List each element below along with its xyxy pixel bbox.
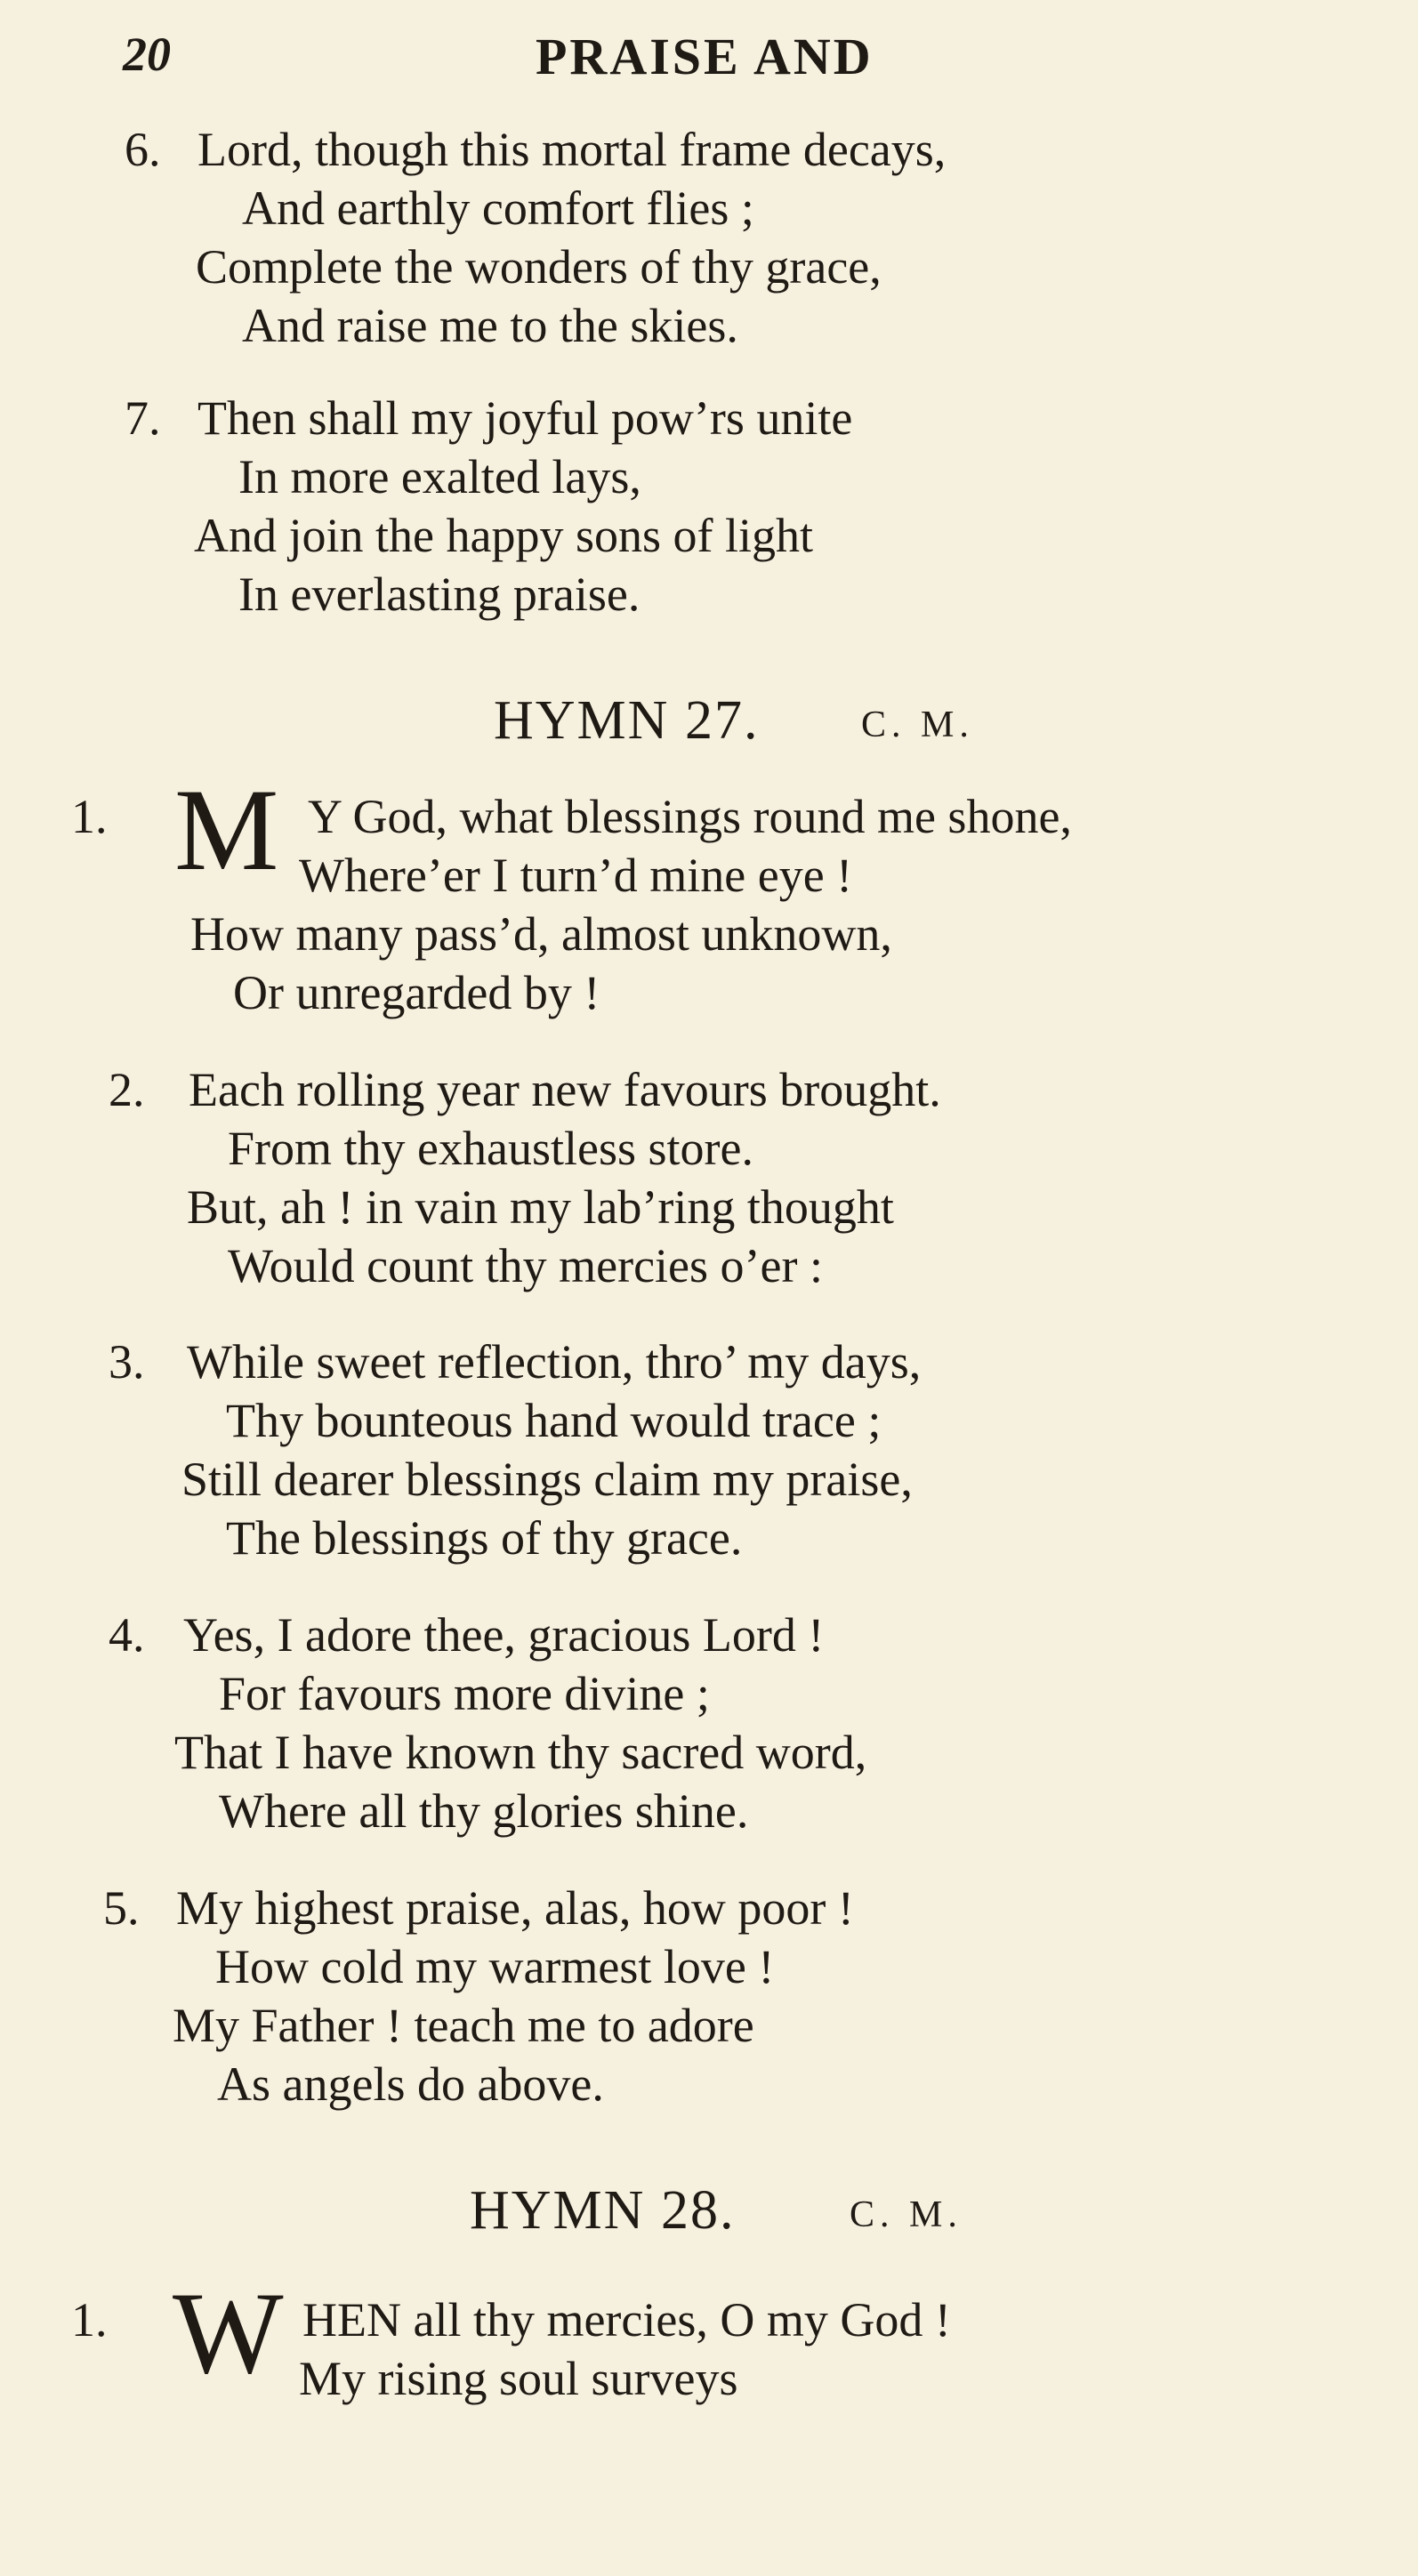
stanza-number: 1. [71,2293,108,2347]
verse-line: HEN all thy mercies, O my God ! [302,2293,951,2347]
verse-line: As angels do above. [217,2057,604,2111]
drop-cap: M [174,764,279,895]
stanza-number: 1. [71,790,108,843]
verse-line: My Father ! teach me to adore [173,1999,754,2052]
verse-line: Then shall my joyful pow’rs unite [197,391,853,445]
verse-line: Thy bounteous hand would trace ; [226,1394,882,1447]
hymn-28-title [0,2179,1418,2250]
verse-line: While sweet reflection, thro’ my days, [187,1335,922,1389]
verse-line: And raise me to the skies. [242,299,738,352]
verse-line: Would count thy mercies o’er : [228,1239,823,1292]
stanza-number: 5. [103,1881,140,1935]
verse-line: Complete the wonders of thy grace, [196,240,882,294]
verse-line: Where all thy glories shine. [219,1784,749,1838]
hymn-meter: C. M. [861,704,974,745]
page-header [0,27,1418,89]
verse-line: And join the happy sons of light [194,509,813,562]
verse-line: How cold my warmest love ! [215,1940,775,1993]
stanza-number: 3. [109,1335,145,1389]
verse-line: Y God, what blessings round me shone, [308,790,1072,843]
verse-line: From thy exhaustless store. [228,1122,753,1175]
verse-line: That I have known thy sacred word, [174,1726,867,1779]
verse-line: Yes, I adore thee, gracious Lord ! [183,1608,825,1662]
hymn-27-title [0,689,1418,761]
verse-line: The blessings of thy grace. [226,1511,743,1565]
stanza-number: 2. [109,1063,145,1116]
verse-line: But, ah ! in vain my lab’ring thought [187,1180,894,1234]
verse-line: In more exalted lays, [238,450,641,503]
verse-line: Still dearer blessings claim my praise, [181,1453,913,1506]
verse-line: Where’er I turn’d mine eye ! [299,849,853,902]
drop-cap: W [173,2267,284,2398]
verse-line: In everlasting praise. [238,568,641,621]
hymn-title-text: HYMN 28. [470,2180,736,2241]
stanza-number: 7. [125,391,161,445]
hymn-meter: C. M. [850,2194,963,2235]
running-head: PRAISE AND [536,28,874,85]
stanza-number: 4. [109,1608,145,1662]
verse-line: My rising soul surveys [299,2352,738,2405]
verse-line: For favours more divine ; [219,1667,710,1720]
verse-line: Lord, though this mortal frame decays, [197,123,947,176]
stanza-number: 6. [125,123,161,176]
verse-line: Or unregarded by ! [233,966,600,1019]
page-number: 20 [123,28,171,81]
verse-line: Each rolling year new favours brought. [189,1063,941,1116]
hymn-title-text: HYMN 27. [494,690,760,751]
verse-line: My highest praise, alas, how poor ! [176,1881,854,1935]
verse-line: And earthly comfort flies ; [242,181,754,235]
verse-line: How many pass’d, almost unknown, [190,907,892,961]
